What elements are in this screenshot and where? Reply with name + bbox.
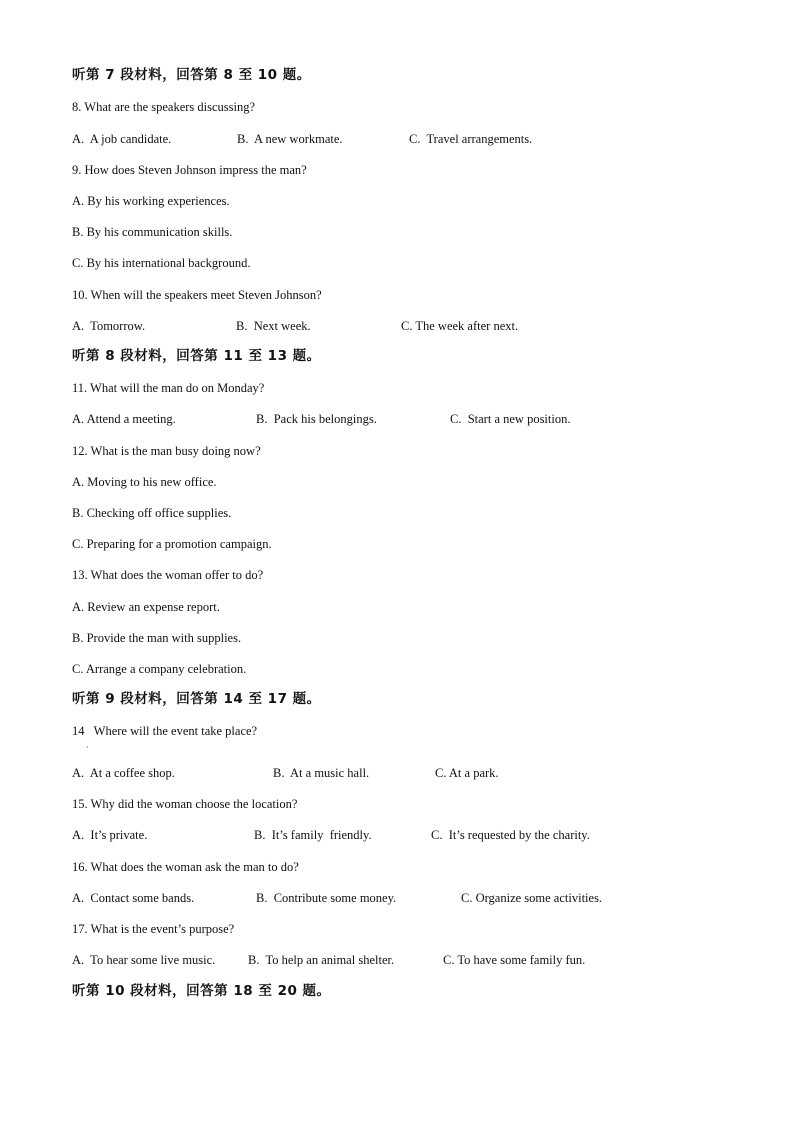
question-17-option-a: A. To hear some live music.	[72, 953, 216, 967]
section-heading-8: 听第 8 段材料，回答第 11 至 13 题。	[72, 348, 321, 364]
question-16-option-b: B. Contribute some money.	[256, 891, 397, 905]
question-15-stem: 15. Why did the woman choose the location?	[72, 797, 298, 811]
question-9-option-a: A. By his working experiences.	[72, 194, 230, 208]
question-10-option-c: C. The week after next.	[401, 319, 519, 333]
question-8-option-b: B. A new workmate.	[237, 132, 343, 146]
question-12-stem: 12. What is the man busy doing now?	[72, 444, 261, 458]
section-heading-10: 听第 10 段材料，回答第 18 至 20 题。	[72, 983, 331, 999]
question-12-option-c: C. Preparing for a promotion campaign.	[72, 537, 272, 551]
question-10-option-a: A. Tomorrow.	[72, 319, 146, 333]
section-heading-7: 听第 7 段材料，回答第 8 至 10 题。	[72, 67, 311, 83]
question-14-option-c: C. At a park.	[435, 766, 499, 780]
question-15-option-a: A. It’s private.	[72, 828, 148, 842]
question-8-option-c: C. Travel arrangements.	[409, 132, 533, 146]
question-10-stem: 10. When will the speakers meet Steven Johnson?	[72, 288, 322, 302]
question-9-option-c: C. By his international background.	[72, 256, 251, 270]
question-11-stem: 11. What will the man do on Monday?	[72, 381, 265, 395]
question-9-option-b: B. By his communication skills.	[72, 225, 233, 239]
question-9-stem: 9. How does Steven Johnson impress the man?	[72, 163, 307, 177]
question-11-option-c: C. Start a new position.	[450, 412, 571, 426]
question-13-stem: 13. What does the woman offer to do?	[72, 568, 264, 582]
question-11-option-a: A. Attend a meeting.	[72, 412, 176, 426]
question-17-stem: 17. What is the event’s purpose?	[72, 922, 235, 936]
question-17-option-c: C. To have some family fun.	[443, 953, 586, 967]
question-17-option-b: B. To help an animal shelter.	[248, 953, 395, 967]
question-8-option-a: A. A job candidate.	[72, 132, 172, 146]
question-16-stem: 16. What does the woman ask the man to do?	[72, 860, 299, 874]
section-heading-9: 听第 9 段材料，回答第 14 至 17 题。	[72, 691, 321, 707]
question-16-option-a: A. Contact some bands.	[72, 891, 195, 905]
question-12-option-a: A. Moving to his new office.	[72, 475, 217, 489]
question-15-option-b: B. It’s family friendly.	[254, 828, 372, 842]
question-14-option-a: A. At a coffee shop.	[72, 766, 175, 780]
question-16-option-c: C. Organize some activities.	[461, 891, 603, 905]
question-15-option-c: C. It’s requested by the charity.	[431, 828, 590, 842]
question-14-option-b: B. At a music hall.	[273, 766, 370, 780]
stray-dot-mark: ·	[86, 743, 89, 752]
question-13-option-a: A. Review an expense report.	[72, 600, 220, 614]
question-12-option-b: B. Checking off office supplies.	[72, 506, 232, 520]
question-11-option-b: B. Pack his belongings.	[256, 412, 377, 426]
question-14-stem: 14 Where will the event take place?	[72, 724, 258, 738]
question-8-stem: 8. What are the speakers discussing?	[72, 100, 256, 114]
question-13-option-b: B. Provide the man with supplies.	[72, 631, 242, 645]
question-10-option-b: B. Next week.	[236, 319, 311, 333]
question-13-option-c: C. Arrange a company celebration.	[72, 662, 247, 676]
